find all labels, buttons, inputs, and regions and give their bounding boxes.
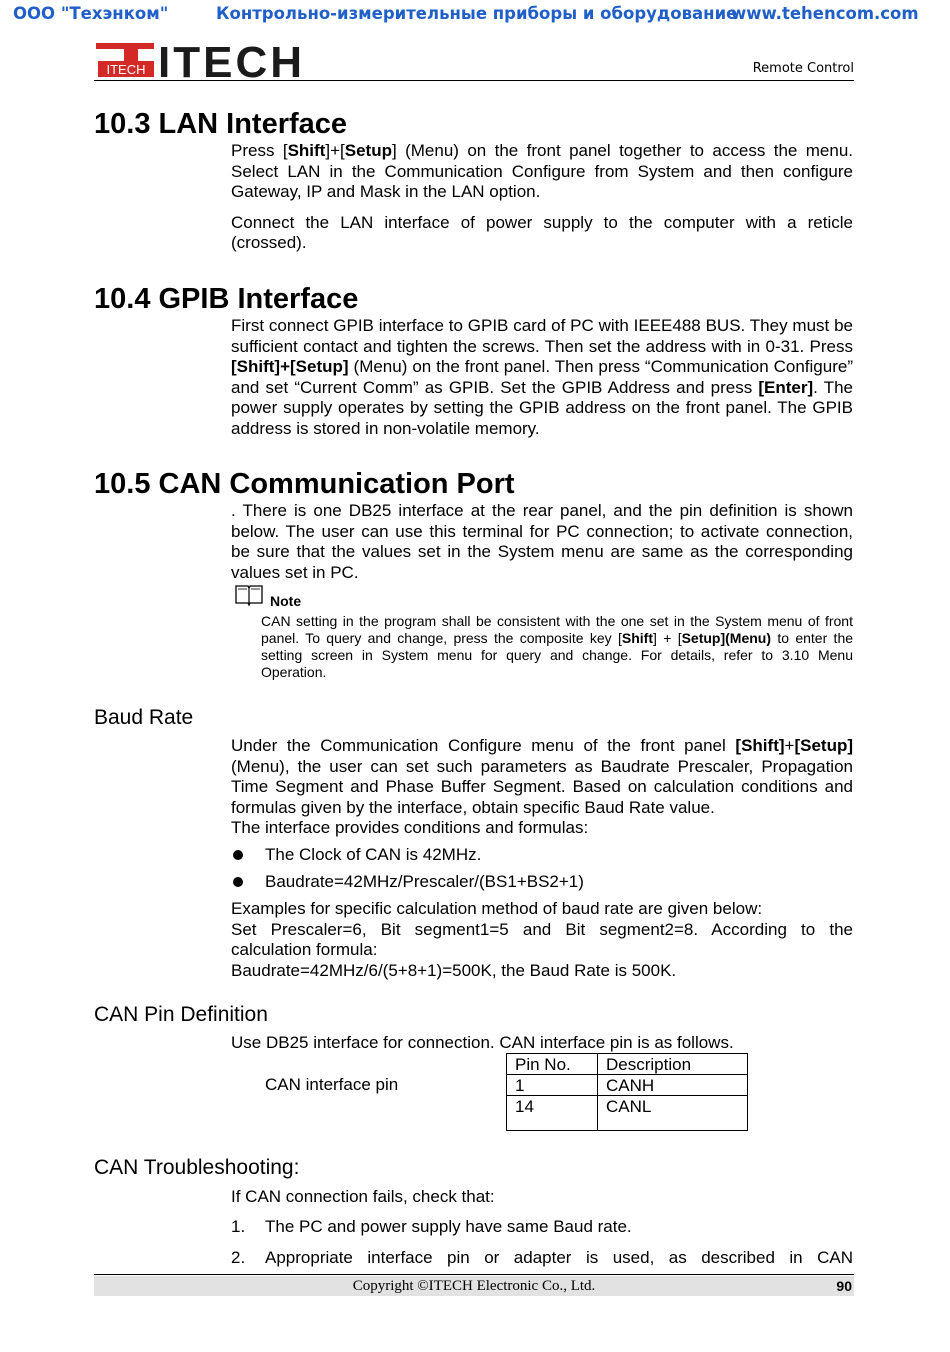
table-header-cell: Description (598, 1054, 748, 1075)
heading-baud-rate: Baud Rate (94, 706, 194, 729)
footer-divider (94, 1274, 854, 1275)
table-row (507, 1096, 748, 1131)
section-header: Remote Control (752, 61, 854, 76)
baud-paragraph-3: Examples for specific calculation method of baud rate are given below: (231, 899, 763, 918)
table-cell: CANH (598, 1075, 748, 1096)
lan-paragraph-1: Press [Shift]+[Setup] (Menu) on the front panel together to access the menu. Select LAN in the Communication Configure from System and then configure Gateway, IP and Mask in the LAN option. (231, 141, 853, 201)
table-cell: CANL (598, 1096, 748, 1131)
heading-can-pin-definition: CAN Pin Definition (94, 1003, 268, 1026)
heading-can-port: 10.5 CAN Communication Port (94, 468, 515, 500)
logo-badge-text: ITECH (106, 62, 146, 77)
baud-paragraph-4: Set Prescaler=6, Bit segment1=5 and Bit segment2=8. According to the calculation formula: (231, 919, 853, 959)
baud-paragraph-1: Under the Communication Configure menu of the front panel [Shift]+[Setup] (Menu), the user can set such parameters as Baudrate Prescaler, Propagation Time Segment and Phase Buffer Segment. Based on calculation conditions and formulas given by the interface, obtain specific Baud Rate value. (231, 736, 853, 817)
company-tagline: Контрольно-измерительные приборы и оборудование (216, 4, 738, 23)
header-divider (94, 80, 854, 81)
lan-text (231, 141, 853, 254)
table-cell: 1 (507, 1075, 598, 1096)
baud-text (231, 736, 853, 839)
heading-gpib-interface: 10.4 GPIB Interface (94, 283, 359, 315)
bullet-dot (233, 877, 243, 887)
table-header-row (507, 1054, 748, 1075)
baud-example-text (231, 899, 853, 981)
copyright-text: Copyright ©ITECH Electronic Co., Ltd. (352, 1278, 596, 1294)
heading-lan-interface: 10.3 LAN Interface (94, 108, 348, 140)
list-item: Appropriate interface pin or adapter is used, as described in CAN (265, 1248, 853, 1267)
lan-paragraph-2: Connect the LAN interface of power supply to the computer with a reticle (crossed). (231, 212, 853, 252)
bullet-dot (233, 850, 243, 860)
note-text: CAN setting in the program shall be consistent with the one set in the System menu of front panel. To query and change, press the composite key [Shift] + [Setup](Menu) to enter the setting screen in System menu for query and change. For details, refer to 3.10 Menu Operation. (261, 613, 854, 680)
bullet-item: The Clock of CAN is 42MHz. (265, 845, 482, 864)
distributor-header (0, 4, 950, 24)
trouble-intro: If CAN connection fails, check that: (231, 1187, 495, 1206)
logo-wordmark: ITECH (158, 41, 305, 79)
company-name: ООО "Техэнком" (13, 4, 169, 23)
itech-logo (94, 41, 314, 79)
can-text (231, 501, 853, 583)
pin-table (506, 1053, 748, 1131)
list-number: 2. (231, 1248, 246, 1267)
list-item: The PC and power supply have same Baud rate. (265, 1217, 632, 1236)
bullet-item: Baudrate=42MHz/Prescaler/(BS1+BS2+1) (265, 872, 584, 891)
heading-can-troubleshooting: CAN Troubleshooting: (94, 1156, 300, 1179)
book-icon (234, 583, 264, 607)
pin-intro: Use DB25 interface for connection. CAN interface pin is as follows. (231, 1033, 734, 1052)
company-website[interactable]: www.tehencom.com (731, 4, 919, 23)
table-row (507, 1075, 748, 1096)
list-number: 1. (231, 1217, 246, 1236)
baud-paragraph-5: Baudrate=42MHz/6/(5+8+1)=500K, the Baud Rate is 500K. (231, 960, 677, 980)
table-cell: 14 (507, 1096, 598, 1131)
gpib-paragraph: First connect GPIB interface to GPIB card of PC with IEEE488 BUS. They must be sufficient contact and tighten the screws. Then set the address with in 0-31. Press [Shift]+[Setup] (Menu) on the front panel. Then press “Communication Configure” and set “Current Comm” as GPIB. Set the GPIB Address and press [Enter]. The power supply operates by setting the GPIB address on the front panel. The GPIB address is stored in non-volatile memory. (231, 316, 854, 438)
can-paragraph: . There is one DB25 interface at the rear panel, and the pin definition is shown below. The user can use this terminal for PC connection; to activate connection, be sure that the values set in the System menu are same as the corresponding values set in PC. (231, 501, 853, 582)
pin-table-label: CAN interface pin (265, 1075, 399, 1094)
gpib-text (231, 316, 853, 439)
note-label: Note (270, 593, 302, 609)
table-header-cell: Pin No. (507, 1054, 598, 1075)
page-footer (94, 1276, 854, 1296)
page-number: 90 (836, 1278, 852, 1294)
baud-paragraph-2: The interface provides conditions and formulas: (231, 818, 589, 837)
